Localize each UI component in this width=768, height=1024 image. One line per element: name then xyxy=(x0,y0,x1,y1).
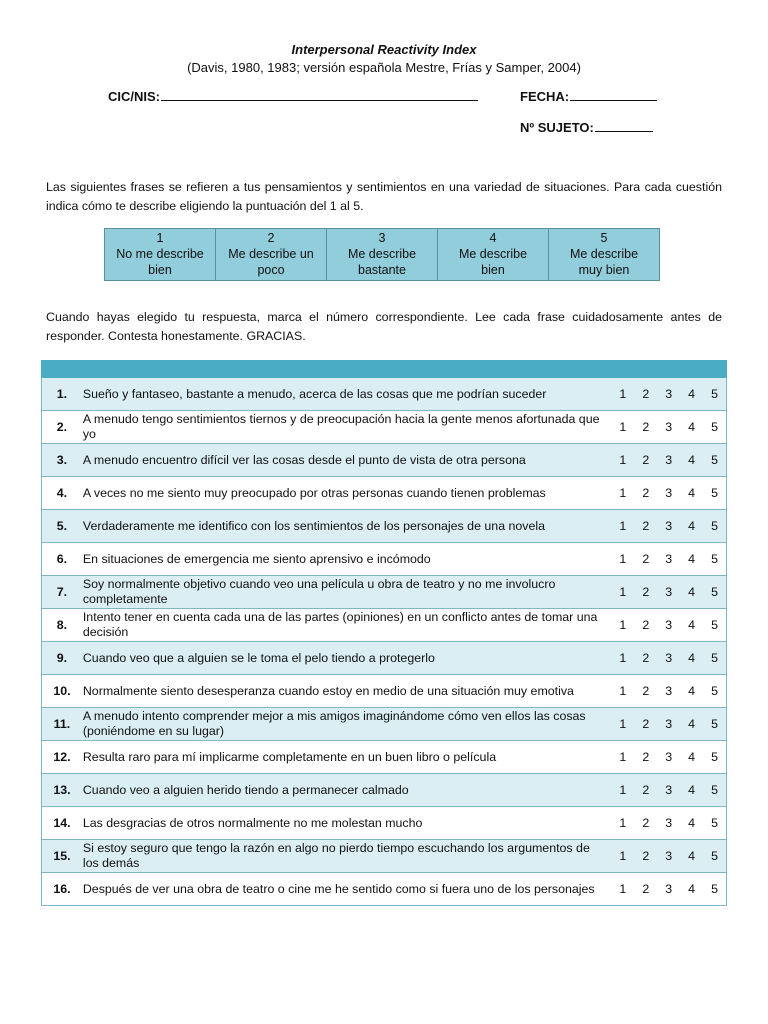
rating-option-5[interactable]: 5 xyxy=(703,774,726,807)
rating-option-1[interactable]: 1 xyxy=(611,675,634,708)
item-text: A veces no me siento muy preocupado por otras personas cuando tienen problemas xyxy=(82,477,612,510)
sujeto-input-line[interactable] xyxy=(595,119,653,132)
rating-option-2[interactable]: 2 xyxy=(634,444,657,477)
rating-option-4[interactable]: 4 xyxy=(680,609,703,642)
rating-option-4[interactable]: 4 xyxy=(680,840,703,873)
rating-option-1[interactable]: 1 xyxy=(611,477,634,510)
table-row xyxy=(42,543,727,576)
rating-option-2[interactable]: 2 xyxy=(634,873,657,906)
rating-option-5[interactable]: 5 xyxy=(703,444,726,477)
rating-option-5[interactable]: 5 xyxy=(703,510,726,543)
rating-option-2[interactable]: 2 xyxy=(634,477,657,510)
item-text: En situaciones de emergencia me siento aprensivo e incómodo xyxy=(82,543,612,576)
scale-option xyxy=(327,229,438,281)
rating-option-5[interactable]: 5 xyxy=(703,807,726,840)
item-text: Si estoy seguro que tengo la razón en algo no pierdo tiempo escuchando los argumentos de los demás xyxy=(82,840,612,873)
item-number: 5. xyxy=(42,510,82,543)
rating-option-2[interactable]: 2 xyxy=(634,510,657,543)
cic-field[interactable] xyxy=(108,88,478,104)
table-row xyxy=(42,576,727,609)
rating-option-2[interactable]: 2 xyxy=(634,543,657,576)
table-row xyxy=(42,609,727,642)
rating-option-1[interactable]: 1 xyxy=(611,609,634,642)
rating-option-5[interactable]: 5 xyxy=(703,873,726,906)
rating-option-1[interactable]: 1 xyxy=(611,510,634,543)
rating-option-2[interactable]: 2 xyxy=(634,378,657,411)
scale-line1: Me describe un xyxy=(228,247,314,261)
table-header-bar xyxy=(42,361,727,378)
rating-option-3[interactable]: 3 xyxy=(657,642,680,675)
item-number: 13. xyxy=(42,774,82,807)
scale-line2: bastante xyxy=(358,263,406,277)
rating-option-4[interactable]: 4 xyxy=(680,477,703,510)
rating-option-1[interactable]: 1 xyxy=(611,444,634,477)
table-row xyxy=(42,708,727,741)
fecha-input-line[interactable] xyxy=(570,88,657,101)
item-number: 8. xyxy=(42,609,82,642)
rating-option-3[interactable]: 3 xyxy=(657,510,680,543)
rating-option-3[interactable]: 3 xyxy=(657,609,680,642)
rating-option-3[interactable]: 3 xyxy=(657,543,680,576)
rating-option-2[interactable]: 2 xyxy=(634,741,657,774)
rating-option-4[interactable]: 4 xyxy=(680,873,703,906)
item-number: 14. xyxy=(42,807,82,840)
scale-number: 3 xyxy=(378,231,386,245)
item-number: 10. xyxy=(42,675,82,708)
scale-option xyxy=(216,229,327,281)
item-text: A menudo encuentro difícil ver las cosas desde el punto de vista de otra persona xyxy=(82,444,612,477)
rating-option-3[interactable]: 3 xyxy=(657,576,680,609)
scale-number: 4 xyxy=(489,231,497,245)
scale-line1: No me describe xyxy=(116,247,204,261)
rating-option-1[interactable]: 1 xyxy=(611,774,634,807)
rating-option-2[interactable]: 2 xyxy=(634,642,657,675)
rating-option-2[interactable]: 2 xyxy=(634,840,657,873)
scale-line1: Me describe xyxy=(347,247,417,261)
rating-option-2[interactable]: 2 xyxy=(634,411,657,444)
item-number: 3. xyxy=(42,444,82,477)
intro-paragraph: Las siguientes frases se refieren a tus pensamientos y sentimientos en una variedad de situaciones. Para cada cuestión indica cómo te describe eligiendo la puntuación del 1 al 5. xyxy=(46,180,722,213)
rating-option-5[interactable]: 5 xyxy=(703,411,726,444)
item-number: 7. xyxy=(42,576,82,609)
rating-option-2[interactable]: 2 xyxy=(634,807,657,840)
item-number: 16. xyxy=(42,873,82,906)
rating-option-1[interactable]: 1 xyxy=(611,807,634,840)
document-subtitle: (Davis, 1980, 1983; versión española Mestre, Frías y Samper, 2004) xyxy=(187,60,581,75)
table-row xyxy=(42,873,727,906)
item-text: Después de ver una obra de teatro o cine me he sentido como si fuera uno de los personajes xyxy=(82,873,612,906)
rating-option-1[interactable]: 1 xyxy=(611,873,634,906)
item-text: Cuando veo que a alguien se le toma el pelo tiendo a protegerlo xyxy=(82,642,612,675)
rating-option-3[interactable]: 3 xyxy=(657,477,680,510)
rating-option-5[interactable]: 5 xyxy=(703,378,726,411)
rating-option-5[interactable]: 5 xyxy=(703,708,726,741)
table-row xyxy=(42,741,727,774)
scale-line2: bien xyxy=(481,263,505,277)
rating-option-5[interactable]: 5 xyxy=(703,675,726,708)
item-number: 1. xyxy=(42,378,82,411)
item-number: 9. xyxy=(42,642,82,675)
rating-option-5[interactable]: 5 xyxy=(703,840,726,873)
rating-option-1[interactable]: 1 xyxy=(611,741,634,774)
rating-option-4[interactable]: 4 xyxy=(680,741,703,774)
table-row xyxy=(42,774,727,807)
table-row xyxy=(42,675,727,708)
scale-line2: bien xyxy=(148,263,172,277)
table-row xyxy=(42,510,727,543)
item-number: 11. xyxy=(42,708,82,741)
scale-line2: poco xyxy=(257,263,285,277)
item-text: Las desgracias de otros normalmente no me molestan mucho xyxy=(82,807,612,840)
item-number: 4. xyxy=(42,477,82,510)
table-row xyxy=(42,807,727,840)
rating-option-5[interactable]: 5 xyxy=(703,543,726,576)
rating-option-4[interactable]: 4 xyxy=(680,774,703,807)
table-row xyxy=(42,642,727,675)
item-number: 6. xyxy=(42,543,82,576)
rating-option-5[interactable]: 5 xyxy=(703,477,726,510)
scale-option xyxy=(105,229,216,281)
rating-option-1[interactable]: 1 xyxy=(611,378,634,411)
item-text: Normalmente siento desesperanza cuando estoy en medio de una situación muy emotiva xyxy=(82,675,612,708)
rating-option-4[interactable]: 4 xyxy=(680,543,703,576)
rating-option-1[interactable]: 1 xyxy=(611,708,634,741)
rating-option-2[interactable]: 2 xyxy=(634,708,657,741)
item-text: Cuando veo a alguien herido tiendo a permanecer calmado xyxy=(82,774,612,807)
rating-option-2[interactable]: 2 xyxy=(634,576,657,609)
rating-option-5[interactable]: 5 xyxy=(703,642,726,675)
cic-label: CIC/NIS: xyxy=(108,89,160,104)
rating-option-4[interactable]: 4 xyxy=(680,708,703,741)
rating-option-4[interactable]: 4 xyxy=(680,378,703,411)
item-number: 15. xyxy=(42,840,82,873)
rating-option-5[interactable]: 5 xyxy=(703,609,726,642)
rating-option-3[interactable]: 3 xyxy=(657,807,680,840)
rating-option-4[interactable]: 4 xyxy=(680,642,703,675)
rating-option-4[interactable]: 4 xyxy=(680,807,703,840)
scale-line2: muy bien xyxy=(578,263,630,277)
instructions-paragraph: Cuando hayas elegido tu respuesta, marca el número correspondiente. Lee cada frase cuidadosamente antes de responder. Contesta honestamente. GRACIAS. xyxy=(46,310,722,343)
item-text: A menudo intento comprender mejor a mis amigos imaginándome cómo ven ellos las cosas (poniéndome en su lugar) xyxy=(82,708,612,741)
scale-line1: Me describe xyxy=(569,247,639,261)
scale-number: 5 xyxy=(600,231,608,245)
fecha-label: FECHA: xyxy=(520,89,570,104)
table-row xyxy=(42,444,727,477)
rating-scale xyxy=(104,228,660,281)
item-text: Sueño y fantaseo, bastante a menudo, acerca de las cosas que me podrían suceder xyxy=(82,378,612,411)
scale-number: 2 xyxy=(267,231,275,245)
rating-option-3[interactable]: 3 xyxy=(657,444,680,477)
table-row xyxy=(42,378,727,411)
rating-option-4[interactable]: 4 xyxy=(680,444,703,477)
rating-option-2[interactable]: 2 xyxy=(634,774,657,807)
rating-option-4[interactable]: 4 xyxy=(680,411,703,444)
rating-option-3[interactable]: 3 xyxy=(657,774,680,807)
item-number: 12. xyxy=(42,741,82,774)
rating-option-1[interactable]: 1 xyxy=(611,543,634,576)
cic-input-line[interactable] xyxy=(161,88,478,101)
document-title: Interpersonal Reactivity Index xyxy=(291,42,477,57)
scale-line1: Me describe xyxy=(458,247,528,261)
item-text: A menudo tengo sentimientos tiernos y de preocupación hacia la gente menos afortunada que yo xyxy=(82,411,612,444)
scale-option xyxy=(438,229,549,281)
sujeto-label: Nº SUJETO: xyxy=(520,120,594,135)
rating-option-3[interactable]: 3 xyxy=(657,675,680,708)
rating-option-2[interactable]: 2 xyxy=(634,609,657,642)
rating-option-4[interactable]: 4 xyxy=(680,576,703,609)
rating-option-3[interactable]: 3 xyxy=(657,378,680,411)
rating-option-3[interactable]: 3 xyxy=(657,840,680,873)
table-row xyxy=(42,840,727,873)
item-text: Intento tener en cuenta cada una de las partes (opiniones) en un conflicto antes de tomar una decisión xyxy=(82,609,612,642)
rating-option-3[interactable]: 3 xyxy=(657,411,680,444)
item-text: Verdaderamente me identifico con los sentimientos de los personajes de una novela xyxy=(82,510,612,543)
rating-option-5[interactable]: 5 xyxy=(703,576,726,609)
item-number: 2. xyxy=(42,411,82,444)
scale-number: 1 xyxy=(156,231,164,245)
rating-option-2[interactable]: 2 xyxy=(634,675,657,708)
rating-option-1[interactable]: 1 xyxy=(611,642,634,675)
rating-option-4[interactable]: 4 xyxy=(680,510,703,543)
fecha-field[interactable] xyxy=(520,88,657,104)
rating-option-1[interactable]: 1 xyxy=(611,576,634,609)
table-row xyxy=(42,477,727,510)
scale-option xyxy=(549,229,660,281)
item-text: Soy normalmente objetivo cuando veo una película u obra de teatro y no me involucro completamente xyxy=(82,576,612,609)
rating-option-4[interactable]: 4 xyxy=(680,675,703,708)
table-row xyxy=(42,411,727,444)
rating-option-3[interactable]: 3 xyxy=(657,873,680,906)
rating-option-5[interactable]: 5 xyxy=(703,741,726,774)
questionnaire-table xyxy=(41,360,727,906)
rating-option-3[interactable]: 3 xyxy=(657,708,680,741)
rating-option-1[interactable]: 1 xyxy=(611,411,634,444)
rating-option-1[interactable]: 1 xyxy=(611,840,634,873)
sujeto-field[interactable] xyxy=(520,119,653,135)
rating-option-3[interactable]: 3 xyxy=(657,741,680,774)
item-text: Resulta raro para mí implicarme completamente en un buen libro o película xyxy=(82,741,612,774)
